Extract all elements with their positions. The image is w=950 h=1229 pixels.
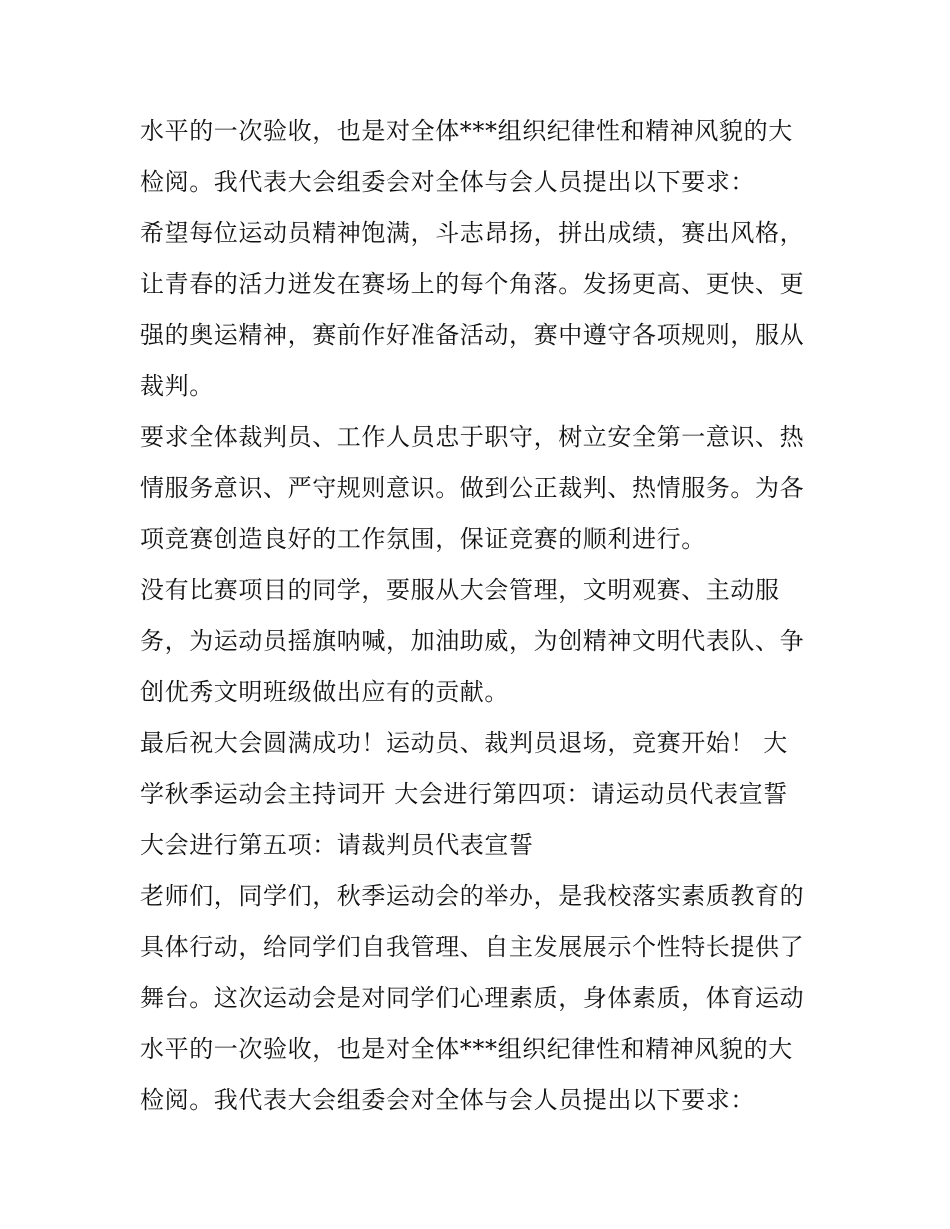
text-line: 具体行动，给同学们自我管理、自主发展展示个性特长提供了	[140, 933, 805, 961]
text-line: 舞台。这次运动会是对同学们心理素质，身体素质，体育运动	[140, 984, 805, 1012]
text-line: 检阅。我代表大会组委会对全体与会人员提出以下要求：	[140, 1086, 755, 1114]
text-line: 检阅。我代表大会组委会对全体与会人员提出以下要求：	[140, 168, 755, 196]
text-line: 创优秀文明班级做出应有的贡献。	[140, 678, 509, 706]
text-line: 情服务意识、严守规则意识。做到公正裁判、热情服务。为各	[140, 474, 805, 502]
text-line: 大会进行第五项：请裁判员代表宣誓	[140, 831, 534, 859]
body-text	[140, 106, 830, 1126]
text-line: 水平的一次验收，也是对全体***组织纪律性和精神风貌的大	[140, 1035, 793, 1063]
text-line: 最后祝大会圆满成功！运动员、裁判员退场，竞赛开始！ 大	[140, 729, 788, 757]
text-line: 项竞赛创造良好的工作氛围，保证竞赛的顺利进行。	[140, 525, 706, 553]
text-line: 务，为运动员摇旗呐喊，加油助威，为创精神文明代表队、争	[140, 627, 805, 655]
text-line: 水平的一次验收，也是对全体***组织纪律性和精神风貌的大	[140, 117, 793, 145]
text-line: 老师们，同学们，秋季运动会的举办，是我校落实素质教育的	[140, 882, 805, 910]
text-line: 希望每位运动员精神饱满，斗志昂扬，拼出成绩，赛出风格，	[140, 219, 805, 247]
text-line: 没有比赛项目的同学，要服从大会管理，文明观赛、主动服	[140, 576, 780, 604]
text-line: 裁判。	[140, 372, 214, 400]
text-line: 让青春的活力迸发在赛场上的每个角落。发扬更高、更快、更	[140, 270, 805, 298]
text-line: 要求全体裁判员、工作人员忠于职守，树立安全第一意识、热	[140, 423, 805, 451]
text-line: 强的奥运精神，赛前作好准备活动，赛中遵守各项规则，服从	[140, 321, 805, 349]
text-line: 学秋季运动会主持词开 大会进行第四项：请运动员代表宣誓	[140, 780, 788, 808]
